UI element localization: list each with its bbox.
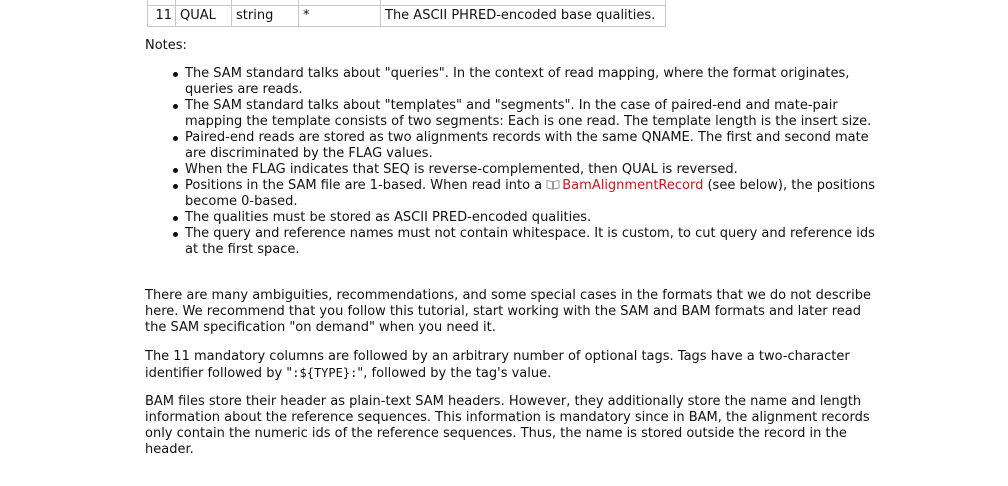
table-cell-name: QUAL <box>176 6 232 27</box>
paragraph-optional-tags <box>145 349 885 382</box>
list-item <box>185 178 885 210</box>
table-cell-regex: * <box>299 6 381 27</box>
paragraph-bam-header: BAM files store their header as plain-text SAM headers. However, they additionally store the name and length information about the reference sequences. This information is mandatory since in BAM, the alignment records only contain the numeric ids of the reference sequences. Thus, the name is stored outside the record in the header. <box>145 394 870 457</box>
notes-heading: Notes: <box>145 38 187 53</box>
bam-alignment-record-link[interactable] <box>546 178 703 193</box>
sam-columns-table <box>147 0 666 27</box>
table-row <box>148 6 666 27</box>
table-cell-num: 11 <box>148 6 176 27</box>
list-item: The SAM standard talks about "queries". In the context of read mapping, where the format originates, queries are reads. <box>185 66 885 98</box>
table-cell-desc: The ASCII PHRED-encoded base qualities. <box>381 6 666 27</box>
list-item-text: (see below), the positions become 0-based. <box>185 178 875 209</box>
bam-alignment-record-link-label: BamAlignmentRecord <box>562 178 704 193</box>
list-item: The SAM standard talks about "templates" and "segments". In the case of paired-end and mate-pair mapping the template consists of two segments: Each is one read. The template length is the insert size. <box>185 98 885 130</box>
tag-format-code: :${TYPE}: <box>292 366 358 380</box>
paragraph-ambiguities: There are many ambiguities, recommendations, and some special cases in the formats that we do not describe here. We recommend that you follow this tutorial, start working with the SAM and BAM formats and later read the SAM specification "on demand" when you need it. <box>145 288 871 335</box>
paragraph-text: ", followed by the tag's value. <box>357 366 552 381</box>
paragraph-text: The 11 mandatory columns are followed by an arbitrary number of optional tags. Tags have a two-character identifier followed by " <box>145 349 850 381</box>
notes-list <box>185 66 885 258</box>
list-item: Paired-end reads are stored as two alignments records with the same QNAME. The first and second mate are discriminated by the FLAG values. <box>185 130 885 162</box>
list-item: When the FLAG indicates that SEQ is reverse-complemented, then QUAL is reversed. <box>185 162 885 178</box>
list-item: The qualities must be stored as ASCII PRED-encoded qualities. <box>185 210 885 226</box>
table-cell-type: string <box>232 6 299 27</box>
book-icon <box>546 179 560 190</box>
list-item: The query and reference names must not contain whitespace. It is custom, to cut query and reference ids at the first space. <box>185 226 885 258</box>
list-item-text: Positions in the SAM file are 1-based. When read into a <box>185 178 547 193</box>
